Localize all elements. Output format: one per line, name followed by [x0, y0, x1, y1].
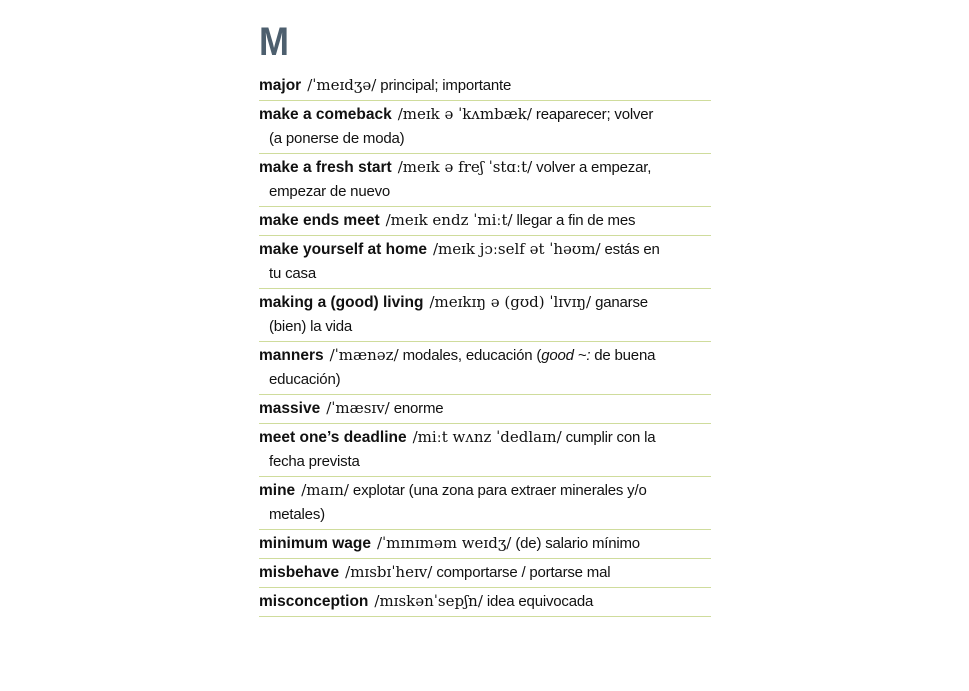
entry-term: make a fresh start — [259, 159, 392, 176]
entry-term: major — [259, 77, 302, 94]
entry-definition: principal; importante — [380, 77, 512, 94]
entry-definition-after: de buena — [590, 347, 656, 364]
entry-term: manners — [259, 347, 324, 364]
entry-term: make yourself at home — [259, 241, 427, 258]
entry-definition: comportarse / portarse mal — [436, 564, 611, 581]
entry-term: meet one’s deadline — [259, 429, 407, 446]
entry-pronunciation: /maɪn/ — [301, 481, 349, 499]
entry-definition-italic: good ~: — [541, 347, 591, 364]
glossary-entry — [259, 342, 711, 395]
entry-definition-continued: educación) — [269, 371, 341, 388]
entry-pronunciation: /meɪk jɔːself ət ˈhəʊm/ — [432, 240, 601, 258]
entry-term: mine — [259, 482, 296, 499]
glossary-entry — [259, 101, 711, 154]
entry-term: massive — [259, 400, 321, 417]
glossary-entry — [259, 154, 711, 207]
entry-definition: enorme — [393, 400, 444, 417]
entry-definition: reaparecer; volver — [535, 106, 654, 123]
entry-pronunciation: /ˈmæsɪv/ — [326, 399, 390, 417]
entry-pronunciation: /ˈmeɪdʒə/ — [307, 76, 377, 94]
entry-definition: llegar a fin de mes — [516, 212, 636, 229]
entry-pronunciation: /ˈmænəz/ — [329, 346, 399, 364]
entry-pronunciation: /miːt wʌnz ˈdedlaɪn/ — [412, 428, 562, 446]
entry-definition-continued: empezar de nuevo — [269, 183, 391, 200]
glossary-entry — [259, 477, 711, 530]
glossary-entry — [259, 530, 711, 559]
entry-pronunciation: /meɪk ə freʃ ˈstɑːt/ — [397, 158, 533, 176]
entry-definition-continued: metales) — [269, 506, 325, 523]
entry-pronunciation: /meɪk endz ˈmiːt/ — [385, 211, 513, 229]
entry-definition: (de) salario mínimo — [515, 535, 640, 552]
entry-pronunciation: /meɪkɪŋ ə (gʊd) ˈlɪvɪŋ/ — [429, 293, 592, 311]
entry-term: make ends meet — [259, 212, 380, 229]
glossary-entry — [259, 236, 711, 289]
entry-term: minimum wage — [259, 535, 371, 552]
entry-definition-continued: fecha prevista — [269, 453, 360, 470]
glossary-entry — [259, 559, 711, 588]
entry-pronunciation: /mɪsbɪˈheɪv/ — [345, 563, 433, 581]
glossary-entry — [259, 207, 711, 236]
entry-definition: volver a empezar, — [536, 159, 652, 176]
entry-term: misbehave — [259, 564, 340, 581]
entry-term: make a comeback — [259, 106, 392, 123]
entry-term: misconception — [259, 593, 369, 610]
glossary-entry — [259, 588, 711, 617]
entry-pronunciation: /ˈmɪnɪməm weɪdʒ/ — [376, 534, 512, 552]
entry-definition-continued: (bien) la vida — [269, 318, 353, 335]
entry-definition: cumplir con la — [565, 429, 656, 446]
entry-definition-continued: (a ponerse de moda) — [269, 130, 405, 147]
entry-definition: modales, educación ( — [402, 347, 542, 364]
glossary-entry — [259, 289, 711, 342]
glossary-list — [259, 72, 711, 617]
entry-pronunciation: /mɪskənˈsepʃn/ — [374, 592, 483, 610]
entry-pronunciation: /meɪk ə ˈkʌmbæk/ — [397, 105, 532, 123]
section-letter: M — [259, 20, 289, 64]
entry-definition: ganarse — [595, 294, 648, 311]
entry-definition: estás en — [604, 241, 660, 258]
entry-definition: explotar (una zona para extraer minerales y/o — [352, 482, 647, 499]
glossary-entry — [259, 395, 711, 424]
entry-definition: idea equivocada — [486, 593, 594, 610]
entry-definition-continued: tu casa — [269, 265, 316, 282]
glossary-entry — [259, 72, 711, 101]
entry-term: making a (good) living — [259, 294, 424, 311]
glossary-entry — [259, 424, 711, 477]
